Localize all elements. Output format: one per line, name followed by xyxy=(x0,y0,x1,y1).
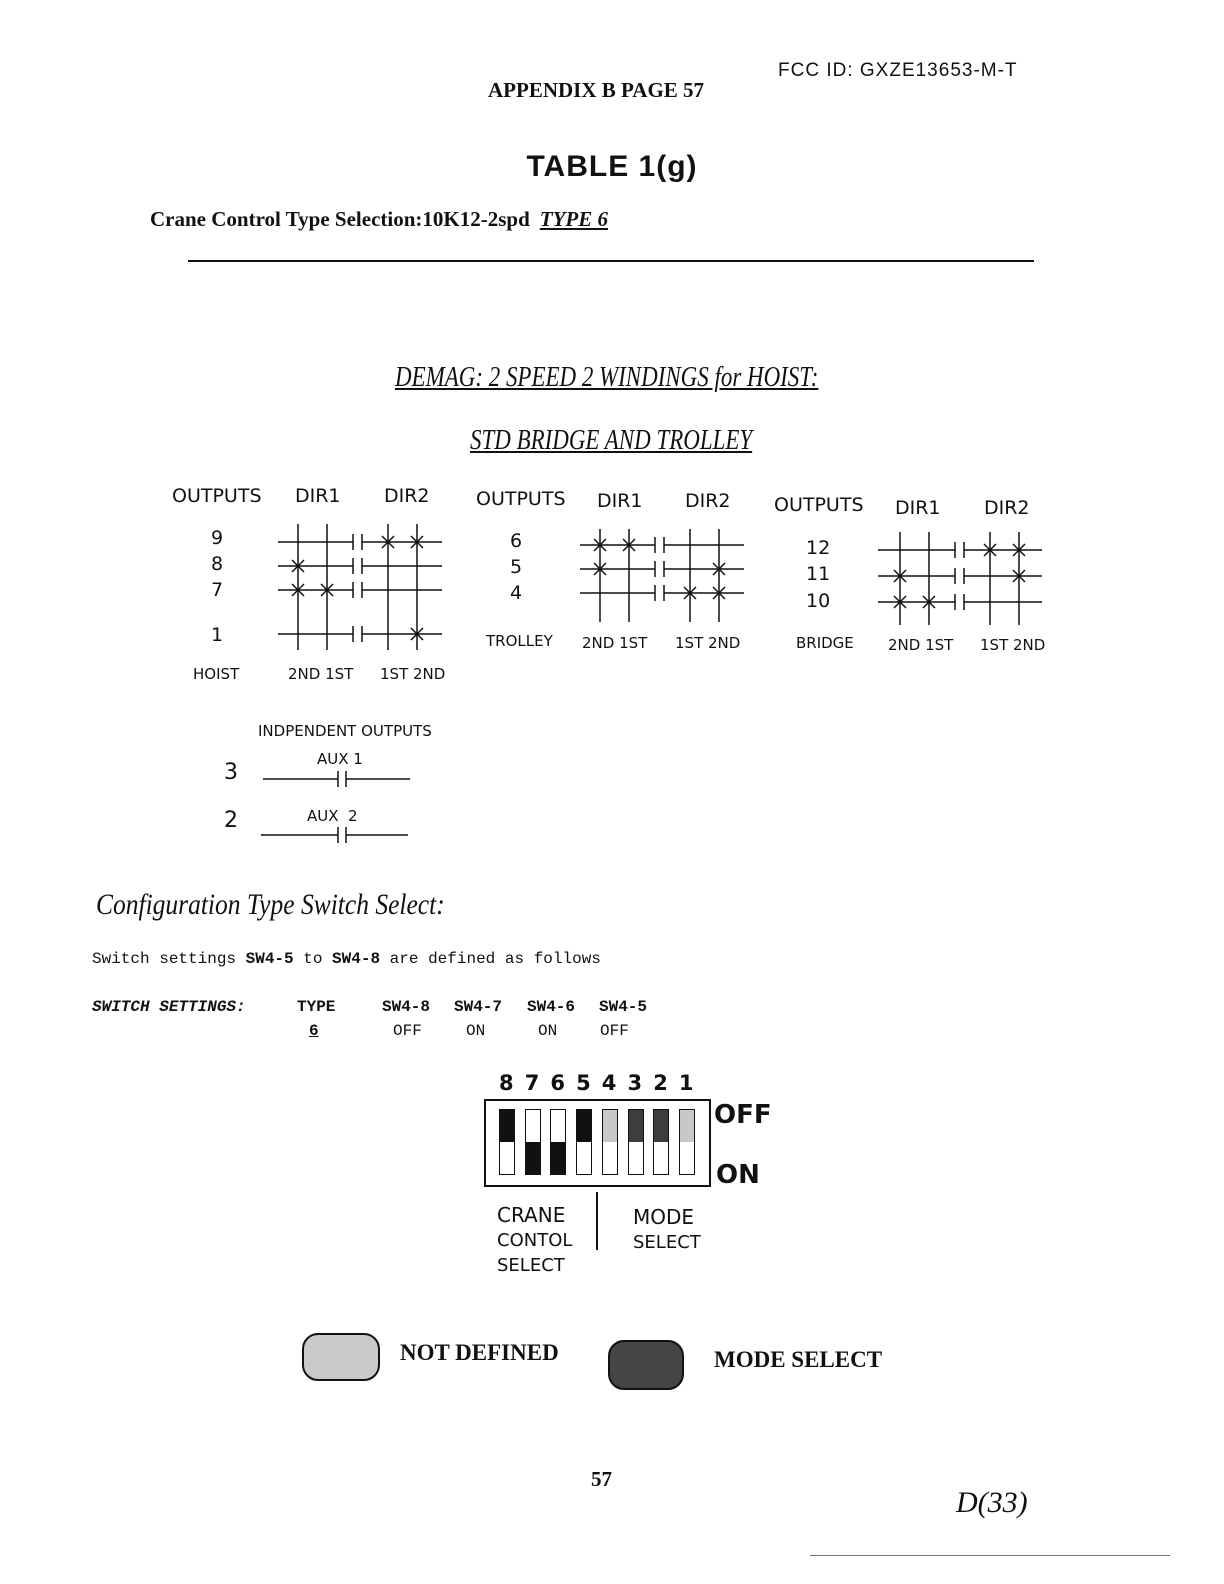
hoist-contact-diagram xyxy=(270,522,450,657)
bridge-outputs-label: OUTPUTS xyxy=(774,494,864,516)
dip-switch-knob xyxy=(680,1110,694,1142)
sw4-8-header: SW4-8 xyxy=(382,998,431,1016)
mode-select-swatch xyxy=(608,1340,684,1390)
mode-select-line2: SELECT xyxy=(633,1232,701,1253)
dip-switch-knob xyxy=(629,1110,643,1142)
sw4-5-value: OFF xyxy=(600,1022,629,1040)
dip-switch-7[interactable] xyxy=(525,1109,541,1175)
dip-switch-knob xyxy=(526,1142,540,1174)
hoist-name: HOIST xyxy=(193,665,240,683)
sw4-5-header: SW4-5 xyxy=(599,998,648,1016)
sw4-7-header: SW4-7 xyxy=(454,998,503,1016)
dip-switch-knob xyxy=(654,1110,668,1142)
dip-switch-1[interactable] xyxy=(679,1109,695,1175)
dip-switch-8[interactable] xyxy=(499,1109,515,1175)
mode-select-legend-label: MODE SELECT xyxy=(714,1347,883,1372)
dip-number-2: 2 xyxy=(653,1071,668,1095)
hoist-dir1-label: DIR1 xyxy=(295,485,341,507)
aux2-output-number: 2 xyxy=(224,808,238,833)
hoist-left-speeds: 2ND 1ST xyxy=(288,665,354,683)
dip-switch-knob xyxy=(500,1110,514,1142)
bridge-output-12: 12 xyxy=(806,537,831,559)
hoist-dir2-label: DIR2 xyxy=(384,485,430,507)
dip-number-4: 4 xyxy=(601,1071,617,1095)
sw4-8-value: OFF xyxy=(393,1022,422,1040)
crane-select-line1: CRANE xyxy=(497,1203,566,1227)
dip-switch-6[interactable] xyxy=(550,1109,566,1175)
crane-control-line xyxy=(150,207,608,232)
hoist-output-1: 1 xyxy=(211,624,224,646)
bridge-output-10: 10 xyxy=(806,590,831,612)
switch-settings-label: SWITCH SETTINGS: xyxy=(92,998,246,1016)
trolley-outputs-label: OUTPUTS xyxy=(476,488,566,510)
crane-select-line3: SELECT xyxy=(497,1255,565,1276)
aux2-label: AUX 2 xyxy=(307,807,358,825)
hoist-output-9: 9 xyxy=(211,527,224,549)
dip-switch-housing xyxy=(484,1099,711,1187)
dip-on-label: ON xyxy=(716,1160,760,1190)
crane-select-line2: CONTOL xyxy=(497,1230,573,1251)
dip-switch-knob xyxy=(603,1110,617,1142)
bridge-right-speeds: 1ST 2ND xyxy=(980,636,1046,654)
aux-contacts xyxy=(258,765,418,845)
hoist-right-speeds: 1ST 2ND xyxy=(380,665,446,683)
aux1-output-number: 3 xyxy=(224,760,238,785)
trolley-dir1-label: DIR1 xyxy=(597,490,643,512)
dip-switch-5[interactable] xyxy=(576,1109,592,1175)
configuration-heading: Configuration Type Switch Select: xyxy=(96,888,445,921)
switch-description: Switch settings SW4-5 to SW4-8 are defined as follows xyxy=(92,950,601,968)
crane-mode-divider xyxy=(596,1192,598,1250)
subtitle-bridge-trolley: STD BRIDGE AND TROLLEY xyxy=(470,425,753,456)
trolley-name: TROLLEY xyxy=(486,632,553,650)
sw4-6-value: ON xyxy=(538,1022,558,1040)
trolley-output-4: 4 xyxy=(510,582,523,604)
dip-switch-3[interactable] xyxy=(628,1109,644,1175)
hoist-output-7: 7 xyxy=(211,579,224,601)
trolley-right-speeds: 1ST 2ND xyxy=(675,634,741,652)
dip-number-3: 3 xyxy=(627,1071,643,1095)
bridge-name: BRIDGE xyxy=(796,634,854,652)
dip-off-label: OFF xyxy=(714,1100,772,1130)
table-title: TABLE 1(g) xyxy=(526,150,698,183)
fcc-id: FCC ID: GXZE13653-M-T xyxy=(778,60,1018,81)
dip-number-1: 1 xyxy=(678,1071,694,1095)
sw4-7-value: ON xyxy=(466,1022,486,1040)
bridge-row-11 xyxy=(878,568,1042,584)
bridge-row-12 xyxy=(878,542,1042,558)
type-value: 6 xyxy=(309,1022,319,1040)
handwritten-note: D(33) xyxy=(956,1486,1028,1519)
hoist-outputs-label: OUTPUTS xyxy=(172,485,262,507)
trolley-dir2-label: DIR2 xyxy=(685,490,731,512)
crane-control-label: Crane Control Type Selection:10K12-2spd xyxy=(150,207,530,231)
dip-number-8: 8 xyxy=(499,1071,514,1095)
dip-number-6: 6 xyxy=(550,1071,566,1095)
not-defined-label: NOT DEFINED xyxy=(400,1340,559,1365)
sw4-6-header: SW4-6 xyxy=(527,998,576,1016)
bridge-left-speeds: 2ND 1ST xyxy=(888,636,954,654)
independent-outputs-title: INDPENDENT OUTPUTS xyxy=(258,722,432,740)
horizontal-rule xyxy=(188,260,1034,262)
bridge-dir2-label: DIR2 xyxy=(984,497,1030,519)
type-label: TYPE xyxy=(297,998,336,1016)
not-defined-swatch xyxy=(302,1333,380,1381)
page-number: 57 xyxy=(591,1467,612,1491)
dip-switch-4[interactable] xyxy=(602,1109,618,1175)
dip-switch-2[interactable] xyxy=(653,1109,669,1175)
bridge-row-10 xyxy=(878,594,1042,610)
trolley-contact-diagram xyxy=(572,527,752,627)
mode-select-line1: MODE xyxy=(633,1205,695,1229)
dip-switch-knob xyxy=(551,1142,565,1174)
dip-number-5: 5 xyxy=(576,1071,591,1095)
bridge-contact-diagram xyxy=(870,530,1050,630)
trolley-output-6: 6 xyxy=(510,530,523,552)
scan-edge-line xyxy=(810,1555,1170,1556)
trolley-output-5: 5 xyxy=(510,556,523,578)
crane-control-type: TYPE 6 xyxy=(539,207,609,231)
appendix-header: APPENDIX B PAGE 57 xyxy=(488,78,705,102)
dip-number-7: 7 xyxy=(524,1071,540,1095)
trolley-left-speeds: 2ND 1ST xyxy=(582,634,648,652)
subtitle-demag: DEMAG: 2 SPEED 2 WINDINGS for HOIST: xyxy=(395,362,819,393)
bridge-dir1-label: DIR1 xyxy=(895,497,941,519)
bridge-output-11: 11 xyxy=(806,563,831,585)
dip-switch-knob xyxy=(577,1110,591,1142)
hoist-output-8: 8 xyxy=(211,553,224,575)
aux1-label: AUX 1 xyxy=(317,750,363,768)
